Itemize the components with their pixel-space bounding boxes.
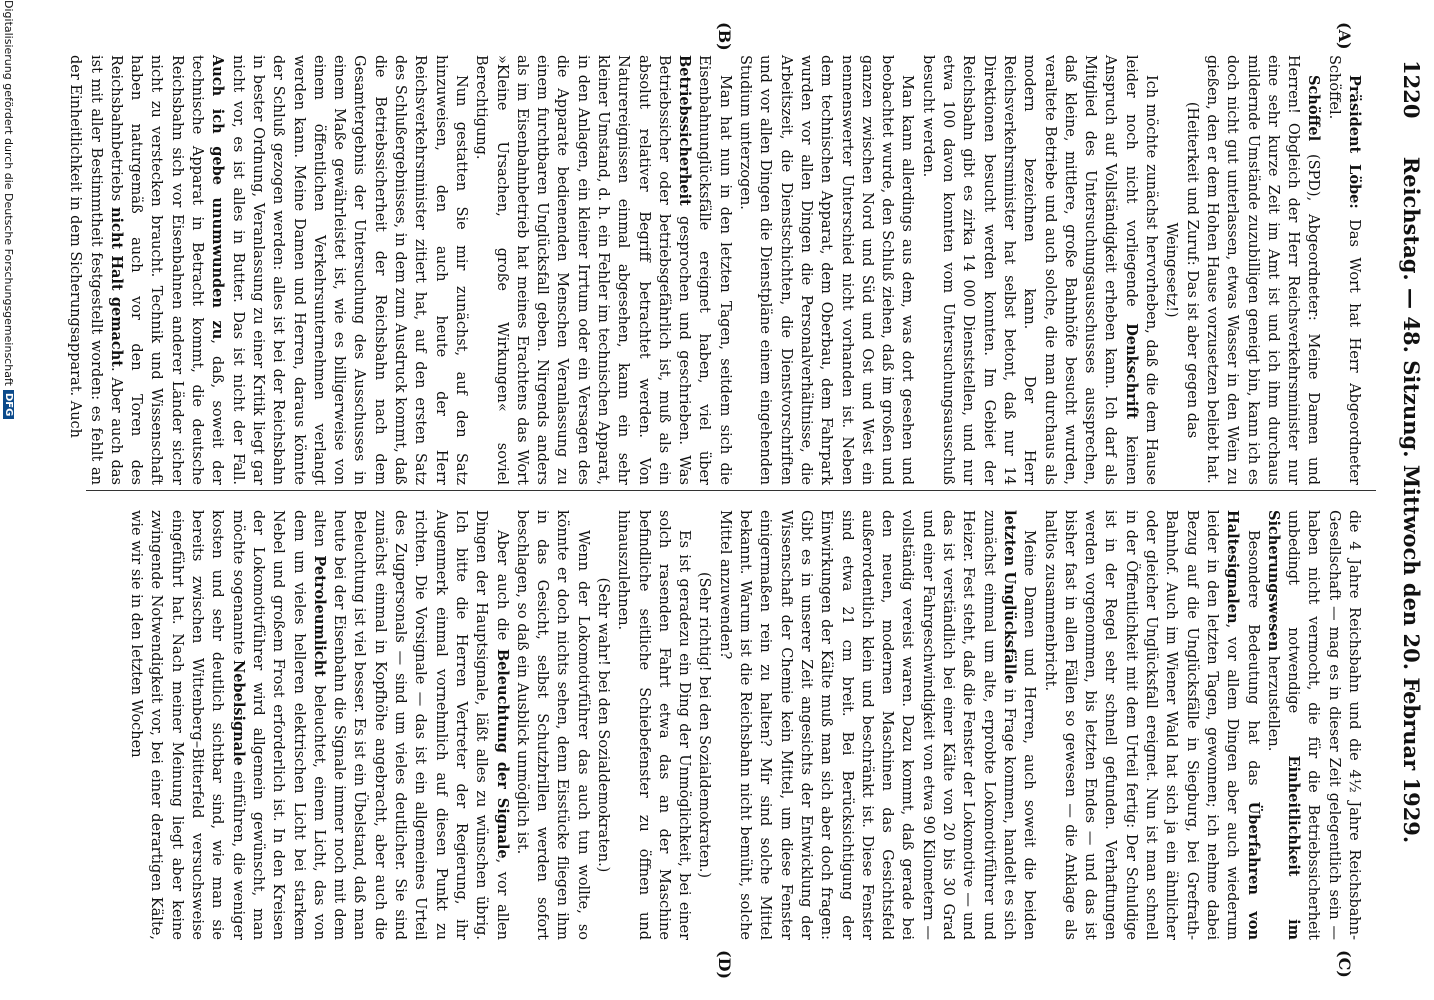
margin-mark-a: (A): [1335, 22, 1354, 50]
paragraph: Es ist geradezu ein Ding der Unmöglichkeit, bei einer solch rasenden Fahrt etwa das an der Maschine befindliche seitliche Schiebefenster zu öffnen und hinauszulehnen.: [615, 510, 693, 940]
page-header: [1382, 60, 1434, 940]
page-number: 1220: [1399, 60, 1424, 119]
paragraph: Man hat nun in den letzten Tagen, seitdem sich die Eisenbahnunglücksfälle ereignet haben, viel über Betriebssicherheit gesprochen und geschrieben. Was Betriebssicher oder betriebsgefährlich ist, muß als ein absolut relativer Begriff betrachtet werden. Von Naturereignissen einmal abgesehen, kann ein sehr kleiner Umstand, d. h. ein Fehler im technischen Apparat, in den Anlagen, ein kleiner Irrtum oder ein Versagen des die Apparate bedienenden Menschen Veranlassung zu einem furchtbaren Unglücksfall geben. Nirgends anders als im Eisenbahnbetrieb hat meines Erachtens das Wort »Kleine Ursachen, große Wirkungen« soviel Berechtigung.: [473, 55, 733, 485]
column-divider: [86, 490, 1376, 491]
paragraph: Ich möchte zunächst hervorheben, daß die dem Hause leider noch nicht vorliegende Denkschrift keinen Anspruch auf Vollständigkeit erheben kann. Ich darf als Mitglied des Untersuchungsausschusses aussprechen, daß kleine, mittlere, große Bahnhöfe besucht wurden, veraltete Betriebe und auch solche, die man durchaus als modern bezeichnen kann. Der Herr Reichsverkehrsminister hat selbst betont, daß nur 14 Direktionen besucht werden konnten. Im Gebiet der Reichsbahn gibt es zirka 14 000 Dienststellen, und nur etwa 100 davon konnten vom Untersuchungsausschuß besucht werden.: [919, 55, 1160, 485]
paragraph: Schöffel (SPD), Abgeordneter: Meine Damen und Herren! Obgleich der Herr Reichsverkehrsminister nur eine sehr kurze Zeit im Amt ist und ich ihm durchaus mildernde Umstände zuzubilligen geneigt bin, kann ich es doch nicht gut unterlassen, etwas Wasser in den Wein zu gießen, den er dem Hohen Hause vorzusetzen beliebt hat.: [1203, 55, 1323, 485]
paragraph: Wenn der Lokomotivführer das auch tun wollte, so könnte er doch nichts sehen, denn Eisstücke fliegen ihm in das Gesicht, selbst Schutzbrillen werden sofort beschlagen, so daß ein Ausblick unmöglich ist.: [513, 510, 591, 940]
paragraph: Meine Damen und Herren, auch soweit die beiden letzten Unglücksfälle in Frage kommen, handelt es sich zunächst einmal um alte, erprobte Lokomotivführer und Heizer. Fest steht, daß die Fenster der Lokomotive — und das ist verständlich bei einer Kälte von 20 bis 30 Grad und einer Fahrgeschwindigkeit von etwa 90 Kilometern — vollständig vereist waren. Dazu kommt, daß gerade bei den neuen, modernen Maschinen das Gesichtsfeld außerordentlich klein und beschränkt ist. Diese Fenster sind etwa 21 cm breit. Bei Berücksichtigung der Einwirkungen der Kälte muß man sich aber doch fragen: Gibt es in unserer Zeit angesichts der Entwicklung der Wissenschaft der Chemie kein Mittel, um diese Fenster einigermaßen rein zu halten? Mir sind solche Mittel bekannt. Warum ist die Reichsbahn nicht bemüht, solche Mittel anzuwenden?: [716, 510, 1038, 940]
left-column: [67, 55, 1364, 485]
interjection: (Heiterkeit und Zuruf: Das ist aber gegen das Weingesetz!): [1163, 101, 1200, 439]
paragraph: die 4 Jahre Reichsbahn und die 4½ Jahre Reichsbahn-Gesellschaft — mag es in dieser Zeit gelegentlich sein — haben nicht vermocht, die für die Betriebssicherheit unbedingt notwendige Einheitlichkeit im Sicherungswesen herzustellen.: [1264, 510, 1362, 940]
paragraph: Nun gestatten Sie mir zunächst, auf den Satz hinzuweisen, den auch heute der Herr Reichsverkehrsminister zitiert hat, auf den ersten Satz des Schlußergebnisses, in dem zum Ausdruck kommt, daß die Betriebssicherheit der Reichsbahn nach dem Gesamtergebnis der Untersuchung des Ausschusses in einem Maße gewährleistet ist, wie es billigerweise von einem öffentlichen Verkehrsunternehmen verlangt werden kann. Meine Damen und Herren, daraus könnte der Schluß gezogen werden: alles ist bei der Reichsbahn in bester Ordnung, Veranlassung zu einer Kritik liegt gar nicht vor, es ist alles in Butter. Das ist nicht der Fall. Auch ich gebe unumwunden zu, daß, soweit der technische Apparat in Betracht kommt, die deutsche Reichsbahn sich vor Eisenbahnen anderer Länder sicher nicht zu verstecken braucht. Technik und Wissenschaft haben naturgemäß auch vor den Toren des Reichsbahnbetriebs nicht Halt gemacht. Aber auch das ist mit aller Bestimmtheit festgestellt worden: es fehlt an der Einheitlichkeit in dem Sicherungsapparat. Auch: [67, 55, 469, 485]
margin-mark-d: (D): [715, 950, 734, 980]
speaker-name: Schöffel: [1305, 75, 1323, 142]
footer-text: Digitalisierung gefördert durch die Deutsche Forschungsgemeinschaft: [2, 0, 16, 386]
margin-mark-c: (C): [1335, 950, 1354, 978]
page-title: Reichstag. — 48. Sitzung. Mittwoch den 20. Februar 1929.: [1399, 156, 1424, 844]
paragraph: Aber auch die Beleuchtung der Signale, vor allen Dingen der Hauptsignale, läßt alles zu wünschen übrig. Ich bitte die Herren Vertreter der Regierung, ihr Augenmerk einmal vornehmlich auf diesen Punkt zu richten. Die Vorsignale — das ist ein allgemeines Urteil des Zugpersonals — sind um vieles deutlicher. Sie sind zunächst einmal in Kopfhöhe angebracht, aber auch die Beleuchtung ist viel besser. Es ist ein Übelstand, daß man heute bei der Eisenbahn die Signale immer noch mit dem alten Petroleumlicht beleuchtet, einem Licht, das von dem um vieles helleren elektrischen Licht bei starkem Nebel und großem Frost erforderlich ist. In den Kreisen der Lokomotivführer wird allgemein gewünscht, man möchte sogenannte Nebelsignale einführen, die weniger kosten und sehr deutlich sichtbar sind, wie man sie bereits zwischen Wittenberg–Bitterfeld versuchsweise eingeführt hat. Nach meiner Meinung liegt aber keine zwingende Notwendigkeit vor, bei einer derartigen Kälte, wie wir sie in den letzten Wochen: [128, 510, 511, 941]
interjection: (Sehr wahr! bei den Sozialdemokraten.): [595, 577, 612, 873]
paragraph: Besondere Bedeutung hat das Überfahren von Haltesignalen, vor allem Dingen aber auch wiederum leider in den letzten Tagen, gewonnen; ich nehme dabei Bezug auf die Unglücksfälle in Siegburg, bei Grefrath-Bahnhof. Auch im Wiener Wald hat sich ja ein ähnlicher oder gleicher Unglücksfall ereignet. Nun ist man schnell in der Öffentlichkeit mit dem Urteil fertig: Der Schuldige ist in der Regel sehr schnell gefunden. Verhaftungen werden vorgenommen, bis letzten Endes — und das ist bisher fast in allen Fällen so gewesen — die Anklage als haltlos zusammenbricht.: [1041, 510, 1262, 940]
speaker-name: Präsident Löbe:: [1346, 75, 1363, 209]
dfg-logo: DFG: [4, 390, 15, 419]
paragraph: Man kann allerdings aus dem, was dort gesehen und beobachtet wurde, den Schluß ziehen, daß im großen und ganzen zwischen Nord und Süd und Ost und West ein nennenswerter Unterschied nicht vorhanden ist. Neben dem technischen Apparat, dem Oberbau, dem Fahrpark wurden vor allen Dingen die Personalverhältnisse, die Arbeitszeit, die Dienstschichten, die Dienstvorschriften und vor allen Dingen die Dienstpläne einem eingehenden Studium unterzogen.: [737, 55, 916, 485]
right-column: [104, 510, 1364, 940]
digitization-footer: [0, 0, 18, 1000]
paragraph: Präsident Löbe: Das Wort hat Herr Abgeordneter Schöffel.: [1325, 55, 1363, 485]
interjection: (Sehr richtig! bei den Sozialdemokraten.): [696, 571, 713, 879]
margin-mark-b: (B): [715, 22, 734, 51]
